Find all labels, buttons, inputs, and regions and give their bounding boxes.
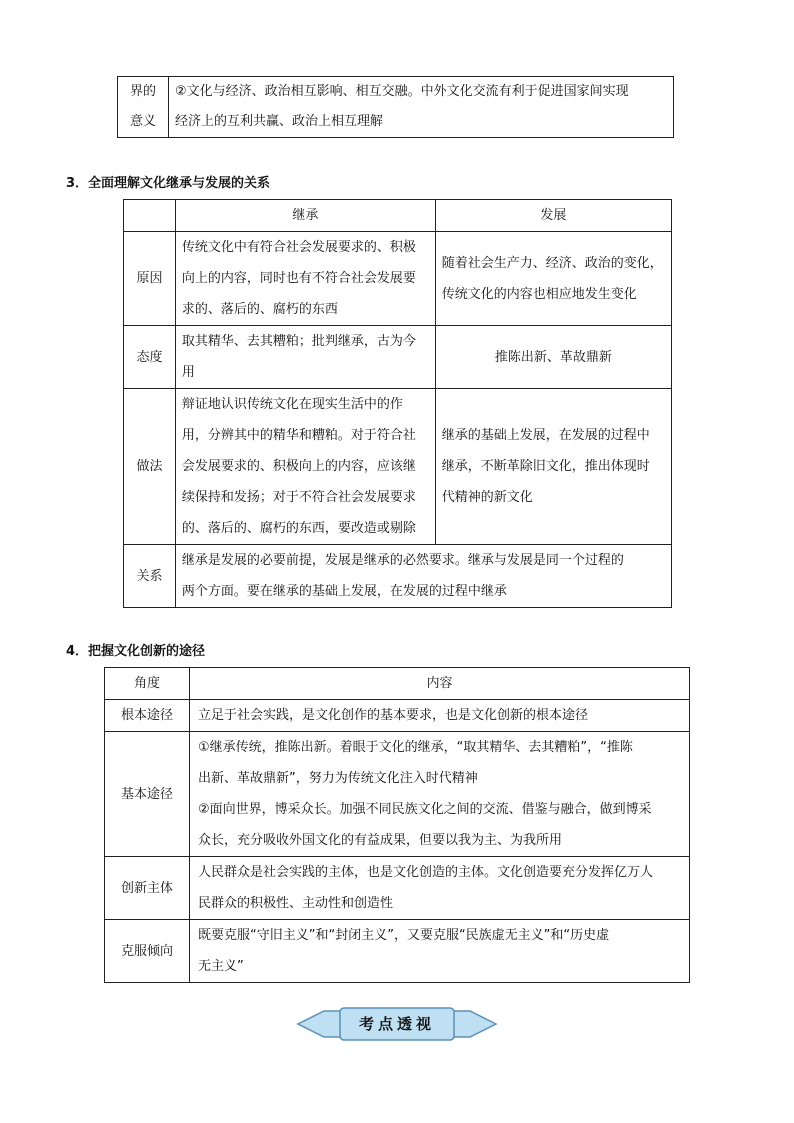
cell-line: 取其精华、去其糟粕；批判继承，古为今 [181,334,416,349]
cell-line: 随着社会生产力、经济、政治的变化， [441,255,663,271]
cell-line: 继承，不断革除旧文化，推出体现时 [441,459,650,474]
cell-line: 代精神的新文化 [441,490,533,505]
cell-line: 出新、革故鼎新”，努力为传统文化注入时代精神 [198,771,478,786]
cell-line: 两个方面。要在继承的基础上发展，在发展的过程中继承 [181,584,507,599]
row-label-tendency: 克服倾向 [105,920,190,983]
cell-line: 继承是发展的必要前提，发展是继承的必然要求。继承与发展是同一个过程的 [181,553,624,568]
cell-inherit-reason [175,232,435,326]
row-label-subject: 创新主体 [105,857,190,920]
cell-line: 用 [181,365,195,380]
section3-heading: 3．全面理解文化继承与发展的关系 [66,176,271,191]
cell-subject [190,857,690,920]
cell-line: 会发展要求的、积极向上的内容，应该继 [181,459,416,474]
cell-line: 传统文化的内容也相应地发生变化 [441,286,637,302]
row-label-basic: 基本途径 [105,732,190,857]
row-label-attitude: 态度 [124,326,176,389]
cell-develop-method [435,389,671,545]
table-row [105,920,690,983]
top-label-line: 界的 [129,84,156,99]
innovation-table [104,667,690,983]
cell-line: 的、落后的、腐朽的东西，要改造或剔除 [181,521,416,536]
row-label-reason: 原因 [124,232,176,326]
cell-line: 立足于社会实践，是文化创作的基本要求，也是文化创新的根本途径 [198,708,589,723]
header-angle: 角度 [105,668,190,700]
cell-line: 向上的内容，同时也有不符合社会发展要 [181,271,416,286]
table-header-empty [124,200,176,232]
cell-line: ①继承传统，推陈出新。着眼于文化的继承，“取其精华、去其糟粕”，“推陈 [198,740,633,755]
cell-line: 辩证地认识传统文化在现实生活中的作 [181,397,403,412]
top-continuation-table [117,76,674,138]
cell-line: 无主义” [198,959,244,974]
row-label-fundamental: 根本途径 [105,700,190,732]
table-row [124,232,672,326]
cell-tendency [190,920,690,983]
table-row [105,857,690,920]
cell-inherit-attitude [175,326,435,389]
cell-develop-reason [435,232,671,326]
banner-label: 考点透视 [358,1015,435,1033]
cell-line: 传统文化中有符合社会发展要求的、积极 [181,240,416,255]
cell-relation [175,545,671,608]
section4-heading: 4．把握文化创新的途径 [66,644,206,659]
cell-line: ②面向世界，博采众长。加强不同民族文化之间的交流、借鉴与融合，做到博采 [198,802,652,817]
cell-line: 续保持和发扬；对于不符合社会发展要求 [181,490,416,505]
header-content: 内容 [190,668,690,700]
top-text-line: ②文化与经济、政治相互影响、相互交融。中外文化交流有利于促进国家间实现 [175,84,629,99]
cell-fundamental [190,700,690,732]
table-row [105,732,690,857]
cell-line: 既要克服“守旧主义”和“封闭主义”，又要克服“民族虚无主义”和“历史虚 [198,928,610,943]
cell-line: 推陈出新、革故鼎新 [494,349,612,365]
top-table-label [118,77,169,138]
cell-line: 继承的基础上发展，在发展的过程中 [441,428,650,443]
table-row [124,545,672,608]
table-row [124,326,672,389]
cell-line: 求的、落后的、腐朽的东西 [181,302,338,317]
row-label-method: 做法 [124,389,176,545]
top-label-line: 意义 [129,114,156,129]
cell-line: 众长，充分吸收外国文化的有益成果，但要以我为主、为我所用 [198,833,563,848]
cell-line: 民群众的积极性、主动性和创造性 [198,896,394,911]
cell-line: 人民群众是社会实践的主体，也是文化创造的主体。文化创造要充分发挥亿万人 [198,865,654,880]
top-text-line: 经济上的互利共赢、政治上相互理解 [175,114,384,129]
table-row [105,700,690,732]
top-table-text [169,77,674,138]
table-row [124,389,672,545]
header-develop: 发展 [435,200,671,232]
cell-line: 用，分辨其中的精华和糟粕。对于符合社 [181,428,416,443]
cell-inherit-method [175,389,435,545]
header-inherit: 继承 [175,200,435,232]
cell-basic [190,732,690,857]
kaodian-banner [296,1005,498,1043]
cell-develop-attitude [435,326,671,389]
inherit-develop-table [123,199,672,608]
row-label-relation: 关系 [124,545,176,608]
